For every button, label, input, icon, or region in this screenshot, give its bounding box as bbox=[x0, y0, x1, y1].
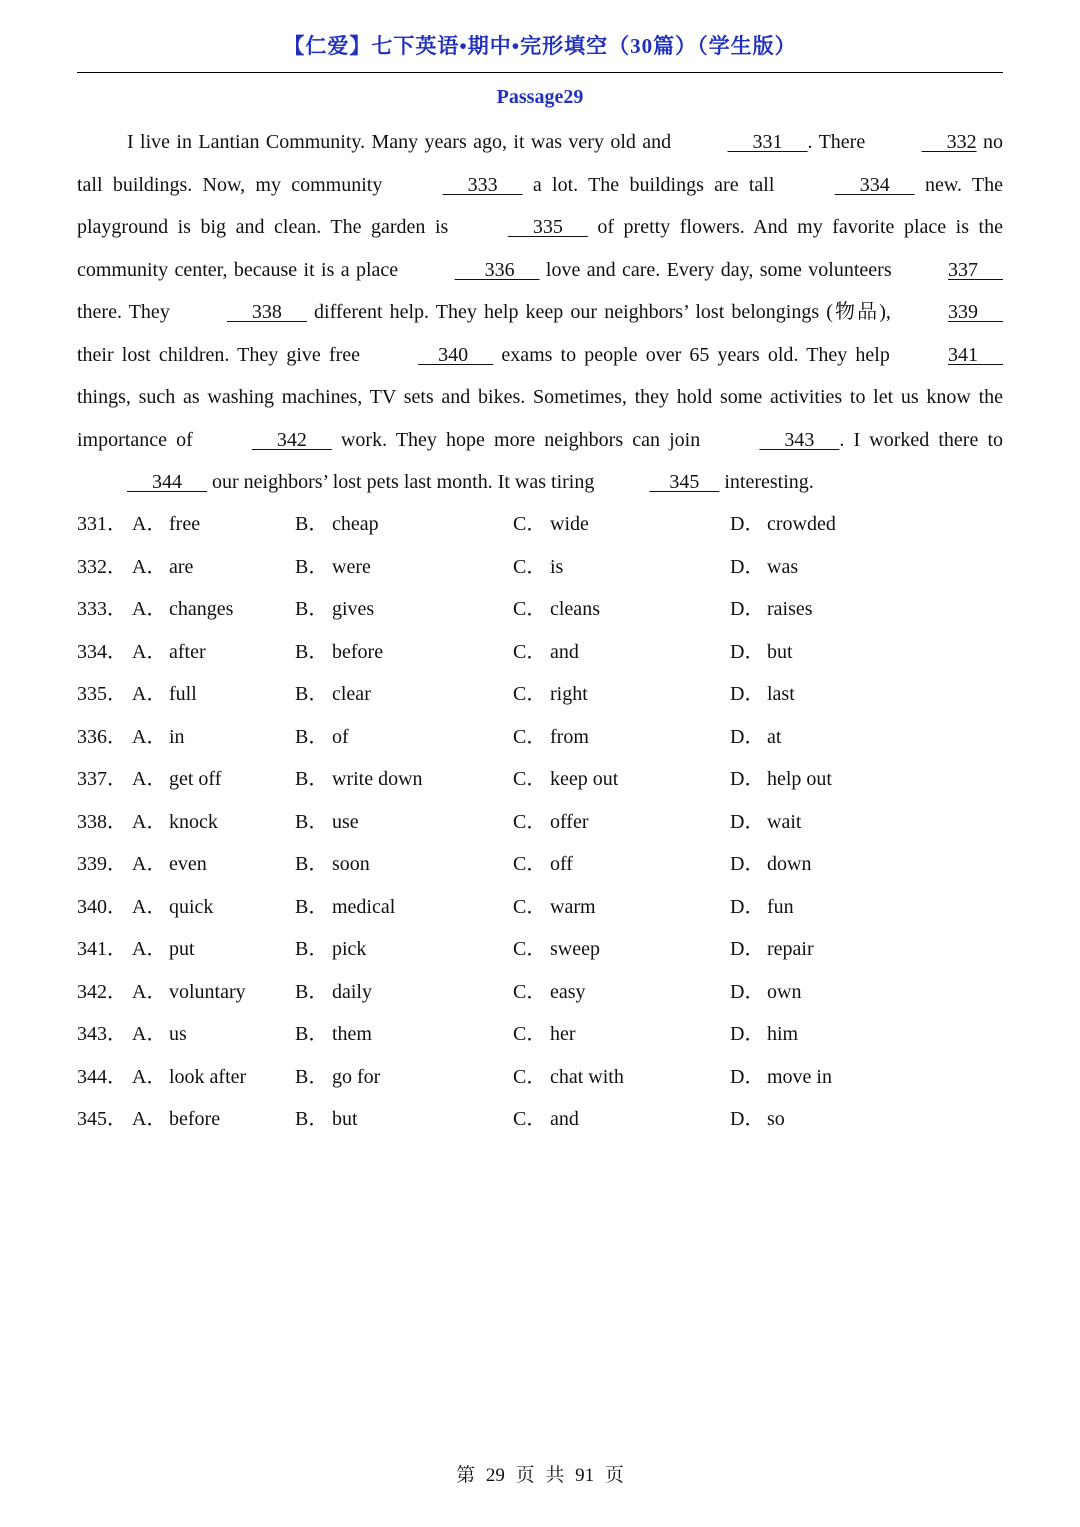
blank-345: 345 bbox=[649, 471, 720, 493]
option-a bbox=[132, 843, 207, 886]
question-row bbox=[77, 546, 1003, 589]
option-label: C． bbox=[513, 895, 547, 918]
option-text: is bbox=[550, 555, 564, 578]
option-label: D． bbox=[730, 938, 765, 960]
option-a bbox=[132, 1056, 246, 1099]
passage-paragraph bbox=[77, 121, 1003, 504]
blank-331: 331 bbox=[727, 131, 808, 153]
option-label: D． bbox=[730, 513, 765, 535]
question-row bbox=[77, 588, 1003, 631]
blank-333: 333 bbox=[442, 173, 523, 196]
passage-text-segment: love and care. Every day, some volunteers bbox=[539, 258, 898, 281]
option-label: A． bbox=[132, 640, 167, 663]
option-label: C． bbox=[513, 938, 547, 960]
option-text: but bbox=[767, 640, 793, 663]
option-label: A． bbox=[132, 725, 167, 748]
passage-text-segment: new. The playground is big and clean. The garden is bbox=[77, 173, 1003, 238]
option-text: them bbox=[332, 1023, 372, 1045]
option-d bbox=[730, 1013, 798, 1056]
option-label: A． bbox=[132, 980, 167, 1003]
option-label: A． bbox=[132, 555, 167, 578]
passage-text bbox=[77, 121, 1003, 504]
option-label: D． bbox=[730, 768, 765, 790]
option-b bbox=[295, 928, 366, 971]
question-row bbox=[77, 631, 1003, 674]
question-number: 344． bbox=[77, 1065, 127, 1088]
option-label: D． bbox=[730, 980, 765, 1003]
option-text: wait bbox=[767, 810, 802, 833]
question-row bbox=[77, 1013, 1003, 1056]
option-text: easy bbox=[550, 980, 586, 1003]
option-label: B． bbox=[295, 640, 329, 663]
option-label: C． bbox=[513, 1023, 547, 1045]
option-label: B． bbox=[295, 555, 329, 578]
question-row bbox=[77, 843, 1003, 886]
option-label: C． bbox=[513, 1108, 547, 1130]
option-c bbox=[513, 886, 596, 929]
option-text: fun bbox=[767, 895, 794, 918]
page-header-title: 【仁爱】七下英语•期中•完形填空（30篇）（学生版） bbox=[283, 34, 797, 58]
option-label: A． bbox=[132, 513, 167, 535]
option-d bbox=[730, 886, 794, 929]
option-a bbox=[132, 673, 197, 716]
option-text: last bbox=[767, 683, 795, 705]
option-text: raises bbox=[767, 598, 813, 620]
option-b bbox=[295, 1098, 358, 1141]
option-b bbox=[295, 716, 349, 759]
option-label: A． bbox=[132, 895, 167, 918]
option-label: C． bbox=[513, 598, 547, 620]
option-b bbox=[295, 631, 383, 674]
option-text: free bbox=[169, 513, 201, 535]
blank-335: 335 bbox=[507, 216, 588, 238]
blank-332: 332 bbox=[921, 131, 977, 153]
passage-text-segment: their lost children. They give free bbox=[77, 343, 369, 366]
question-number: 339． bbox=[77, 853, 127, 875]
option-c bbox=[513, 758, 618, 801]
blank-336: 336 bbox=[454, 258, 540, 281]
option-label: C． bbox=[513, 513, 547, 535]
question-row bbox=[77, 971, 1003, 1014]
question-number: 345． bbox=[77, 1108, 127, 1130]
option-text: before bbox=[169, 1108, 221, 1130]
option-b bbox=[295, 843, 370, 886]
option-label: A． bbox=[132, 1023, 167, 1045]
passage-text-segment: a lot. The buildings are tall bbox=[522, 173, 785, 196]
option-b bbox=[295, 673, 371, 716]
option-c bbox=[513, 843, 573, 886]
option-b bbox=[295, 546, 371, 589]
option-text: get off bbox=[169, 768, 222, 790]
option-a bbox=[132, 1013, 187, 1056]
passage-text-segment: exams to people over 65 years old. They help bbox=[493, 343, 898, 366]
option-c bbox=[513, 503, 589, 546]
option-a bbox=[132, 928, 195, 971]
option-label: D． bbox=[730, 1023, 765, 1045]
option-text: medical bbox=[332, 895, 396, 918]
passage-text-segment: . I worked there to bbox=[839, 428, 1003, 451]
option-text: wide bbox=[550, 513, 589, 535]
option-text: from bbox=[550, 725, 589, 748]
option-text: but bbox=[332, 1108, 358, 1130]
option-b bbox=[295, 886, 395, 929]
option-text: help out bbox=[767, 768, 832, 790]
option-a bbox=[132, 716, 185, 759]
option-text: go for bbox=[332, 1065, 381, 1088]
option-text: after bbox=[169, 640, 206, 663]
option-label: B． bbox=[295, 683, 329, 705]
option-text: right bbox=[550, 683, 588, 705]
question-number: 336． bbox=[77, 725, 127, 748]
option-text: move in bbox=[767, 1065, 832, 1088]
option-text: look after bbox=[169, 1065, 247, 1088]
option-c bbox=[513, 928, 600, 971]
option-label: C． bbox=[513, 725, 547, 748]
option-c bbox=[513, 1056, 624, 1099]
question-row bbox=[77, 503, 1003, 546]
option-label: B． bbox=[295, 513, 329, 535]
option-c bbox=[513, 971, 586, 1014]
option-c bbox=[513, 801, 589, 844]
question-list bbox=[77, 503, 1003, 1141]
blank-342: 342 bbox=[251, 428, 332, 451]
option-text: changes bbox=[169, 598, 234, 620]
option-text: keep out bbox=[550, 768, 619, 790]
option-label: A． bbox=[132, 683, 167, 705]
option-text: are bbox=[169, 555, 194, 578]
option-text: voluntary bbox=[169, 980, 246, 1003]
header-divider bbox=[77, 72, 1003, 73]
option-label: C． bbox=[513, 1065, 547, 1088]
passage-text-segment: there. They bbox=[77, 301, 177, 323]
option-d bbox=[730, 546, 798, 589]
option-label: B． bbox=[295, 938, 329, 960]
option-text: before bbox=[332, 640, 384, 663]
option-c bbox=[513, 673, 588, 716]
option-text: was bbox=[767, 555, 799, 578]
passage-text-segment: no tall buildings. Now, my community bbox=[77, 131, 1003, 196]
option-c bbox=[513, 1013, 576, 1056]
question-row bbox=[77, 758, 1003, 801]
option-b bbox=[295, 1056, 380, 1099]
option-text: at bbox=[767, 725, 782, 748]
question-number: 332． bbox=[77, 555, 127, 578]
passage-text-segment: I live in Lantian Community. Many years ago, it was very old and bbox=[127, 131, 678, 153]
option-text: clear bbox=[332, 683, 371, 705]
passage-text-segment: interesting. bbox=[719, 471, 814, 493]
blank-337: 337 bbox=[948, 258, 1003, 281]
option-a bbox=[132, 1098, 220, 1141]
option-label: B． bbox=[295, 598, 329, 620]
option-label: B． bbox=[295, 853, 329, 875]
option-c bbox=[513, 588, 600, 631]
option-d bbox=[730, 971, 801, 1014]
option-d bbox=[730, 1056, 832, 1099]
passage-text-segment: of pretty flowers. And my favorite place is the community center, because it is a place bbox=[77, 216, 1003, 281]
option-text: in bbox=[169, 725, 185, 748]
option-b bbox=[295, 971, 372, 1014]
blank-338: 338 bbox=[226, 301, 307, 323]
option-text: repair bbox=[767, 938, 814, 960]
option-text: even bbox=[169, 853, 207, 875]
page-footer: 第 29 页 共 91 页 bbox=[456, 1465, 624, 1486]
option-d bbox=[730, 503, 836, 546]
option-label: A． bbox=[132, 853, 167, 875]
option-text: knock bbox=[169, 810, 218, 833]
option-b bbox=[295, 1013, 372, 1056]
option-a bbox=[132, 503, 200, 546]
passage-title: Passage29 bbox=[496, 86, 584, 108]
option-text: put bbox=[169, 938, 195, 960]
option-a bbox=[132, 971, 246, 1014]
option-label: B． bbox=[295, 810, 329, 833]
question-row bbox=[77, 928, 1003, 971]
option-text: her bbox=[550, 1023, 576, 1045]
option-label: C． bbox=[513, 853, 547, 875]
option-text: and bbox=[550, 1108, 579, 1130]
option-text: quick bbox=[169, 895, 214, 918]
question-number: 334． bbox=[77, 640, 127, 663]
option-label: D． bbox=[730, 895, 765, 918]
option-text: cleans bbox=[550, 598, 600, 620]
option-d bbox=[730, 588, 813, 631]
question-number: 343． bbox=[77, 1023, 127, 1045]
option-label: C． bbox=[513, 810, 547, 833]
option-text: and bbox=[550, 640, 579, 663]
question-row bbox=[77, 716, 1003, 759]
blank-339: 339 bbox=[948, 301, 1003, 323]
option-label: B． bbox=[295, 1108, 329, 1130]
option-a bbox=[132, 801, 218, 844]
option-text: warm bbox=[550, 895, 596, 918]
option-d bbox=[730, 631, 793, 674]
option-label: C． bbox=[513, 640, 547, 663]
question-number: 342． bbox=[77, 980, 127, 1003]
question-row bbox=[77, 801, 1003, 844]
option-label: C． bbox=[513, 768, 547, 790]
option-c bbox=[513, 546, 563, 589]
question-row bbox=[77, 1056, 1003, 1099]
passage-text-segment: our neighbors’ lost pets last month. It was tiring bbox=[207, 471, 600, 493]
option-text: crowded bbox=[767, 513, 836, 535]
option-b bbox=[295, 758, 423, 801]
passage-text-segment: . There bbox=[807, 131, 872, 153]
question-number: 331． bbox=[77, 513, 127, 535]
option-text: so bbox=[767, 1108, 785, 1130]
option-text: own bbox=[767, 980, 802, 1003]
question-number: 341． bbox=[77, 938, 127, 960]
option-c bbox=[513, 631, 579, 674]
blank-341: 341 bbox=[948, 343, 1003, 366]
option-label: D． bbox=[730, 853, 765, 875]
option-label: A． bbox=[132, 1065, 167, 1088]
option-d bbox=[730, 716, 781, 759]
option-label: D． bbox=[730, 725, 765, 748]
option-text: cheap bbox=[332, 513, 379, 535]
option-label: D． bbox=[730, 683, 765, 705]
option-text: use bbox=[332, 810, 359, 833]
option-d bbox=[730, 673, 795, 716]
option-c bbox=[513, 1098, 579, 1141]
option-label: D． bbox=[730, 555, 765, 578]
option-a bbox=[132, 588, 233, 631]
option-text: down bbox=[767, 853, 812, 875]
passage-text-segment: different help. They help keep our neighbors’ lost belongings (物品), bbox=[306, 301, 898, 323]
passage-text-segment: work. They hope more neighbors can join bbox=[331, 428, 710, 451]
option-label: B． bbox=[295, 895, 329, 918]
option-label: C． bbox=[513, 555, 547, 578]
option-a bbox=[132, 758, 221, 801]
option-text: off bbox=[550, 853, 573, 875]
question-number: 337． bbox=[77, 768, 127, 790]
option-a bbox=[132, 546, 193, 589]
option-text: of bbox=[332, 725, 349, 748]
option-text: sweep bbox=[550, 938, 600, 960]
option-c bbox=[513, 716, 589, 759]
option-text: us bbox=[169, 1023, 187, 1045]
option-b bbox=[295, 588, 374, 631]
option-a bbox=[132, 631, 206, 674]
option-label: B． bbox=[295, 1023, 329, 1045]
question-number: 340． bbox=[77, 895, 127, 918]
question-row bbox=[77, 1098, 1003, 1141]
blank-344: 344 bbox=[127, 471, 207, 493]
passage-text-segment: things, such as washing machines, TV sets and bikes. Sometimes, they hold some activities to let us know the importance of bbox=[77, 386, 1003, 451]
option-label: C． bbox=[513, 683, 547, 705]
option-text: daily bbox=[332, 980, 372, 1003]
option-a bbox=[132, 886, 213, 929]
option-label: D． bbox=[730, 640, 765, 663]
option-b bbox=[295, 801, 359, 844]
blank-334: 334 bbox=[834, 173, 915, 196]
option-label: A． bbox=[132, 768, 167, 790]
question-row bbox=[77, 886, 1003, 929]
question-number: 335． bbox=[77, 683, 127, 705]
question-row bbox=[77, 673, 1003, 716]
option-label: D． bbox=[730, 1108, 765, 1130]
option-label: A． bbox=[132, 810, 167, 833]
blank-343: 343 bbox=[759, 428, 840, 451]
option-label: D． bbox=[730, 598, 765, 620]
option-label: B． bbox=[295, 768, 329, 790]
option-text: chat with bbox=[550, 1065, 624, 1088]
option-label: A． bbox=[132, 598, 167, 620]
option-label: D． bbox=[730, 810, 765, 833]
question-number: 333． bbox=[77, 598, 127, 620]
option-text: were bbox=[332, 555, 371, 578]
option-b bbox=[295, 503, 379, 546]
option-label: A． bbox=[132, 938, 167, 960]
question-number: 338． bbox=[77, 810, 127, 833]
option-label: B． bbox=[295, 1065, 329, 1088]
option-label: B． bbox=[295, 725, 329, 748]
option-text: him bbox=[767, 1023, 799, 1045]
option-label: A． bbox=[132, 1108, 167, 1130]
option-d bbox=[730, 801, 801, 844]
option-text: pick bbox=[332, 938, 367, 960]
option-text: gives bbox=[332, 598, 375, 620]
option-text: soon bbox=[332, 853, 370, 875]
option-text: full bbox=[169, 683, 197, 705]
option-d bbox=[730, 928, 814, 971]
option-text: write down bbox=[332, 768, 423, 790]
option-label: B． bbox=[295, 980, 329, 1003]
option-text: offer bbox=[550, 810, 589, 833]
option-label: C． bbox=[513, 980, 547, 1003]
blank-340: 340 bbox=[418, 343, 494, 366]
option-d bbox=[730, 1098, 785, 1141]
option-label: D． bbox=[730, 1065, 765, 1088]
option-d bbox=[730, 758, 832, 801]
option-d bbox=[730, 843, 811, 886]
